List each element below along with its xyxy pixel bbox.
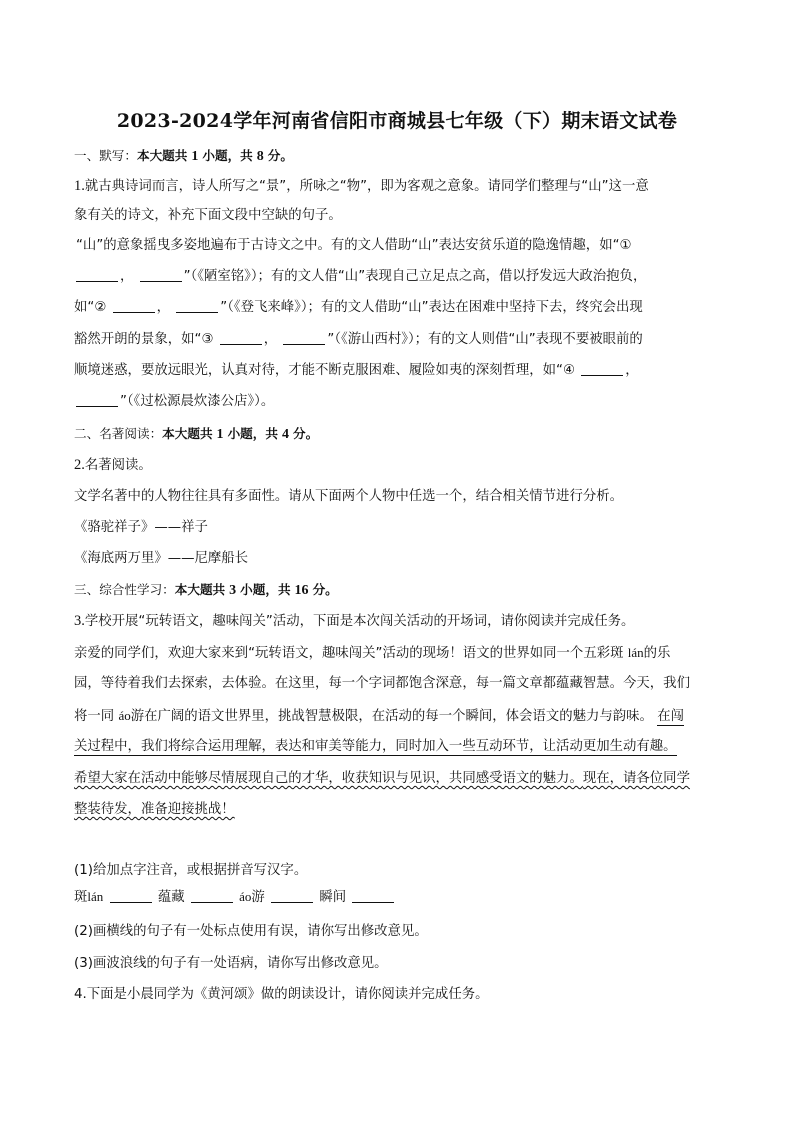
q1-line-7: 顺境迷惑，要放远眼光，认真对待，才能不断克服困难、履险如夷的深刻哲理，如“④ ， bbox=[74, 363, 639, 378]
q3-para-line-4 bbox=[74, 737, 677, 757]
section-2-heading: 二、名著阅读：本大题共 1 小题，共 4 分。 bbox=[74, 426, 319, 442]
q1-line-5: 如“② ， ”（《登飞来峰》）；有的文人借助“山”表达在困难中坚持下去，终究会出现 bbox=[74, 300, 643, 315]
q1-line-2: 象有关的诗文，补充下面文段中空缺的句子。 bbox=[74, 208, 342, 223]
answer-blank[interactable] bbox=[283, 330, 325, 345]
q3-para-line-3: 将一同 áo游在广阔的语文世界里，挑战智慧极限，在活动的每一个瞬间，体会语文的魅力与韵味。 在闯 bbox=[74, 708, 684, 724]
q2-line-1: 2.名著阅读。 bbox=[74, 457, 152, 473]
q3-sub-1: (1)给加点字注音，或根据拼音写汉字。 bbox=[74, 863, 308, 878]
q1-line-4: ， ”（《陋室铭》）；有的文人借“山”表现自己立足点之高，借以抒发远大政治抱负， bbox=[74, 267, 646, 287]
q2-line-3: 《骆驼祥子》——祥子 bbox=[74, 520, 208, 535]
q3-para-line-2: 园，等待着我们去探索，去体验。在这里，每一个字词都饱含深意，每一篇文章都蕴藏智慧。今天，我们 bbox=[74, 676, 690, 691]
q3-sub-3: (3)画波浪线的句子有一处语病，请你写出修改意见。 bbox=[74, 956, 388, 971]
answer-blank[interactable] bbox=[191, 888, 233, 903]
answer-blank[interactable] bbox=[352, 888, 394, 903]
q2-line-4: 《海底两万里》——尼摩船长 bbox=[74, 551, 249, 566]
q1-line-1: 1.就古典诗词而言，诗人所写之“景”，所咏之“物”，即为客观之意象。请同学们整理与“山”这一意 bbox=[74, 178, 649, 194]
answer-blank[interactable] bbox=[140, 267, 182, 282]
wavy-sentence: 希望大家在活动中能够尽情展现自己的才华，收获知识与见识，共同感受语文的魅力。 bbox=[74, 771, 583, 786]
answer-blank[interactable] bbox=[271, 888, 313, 903]
q1-line-3: “山”的意象摇曳多姿地遍布于古诗文之中。有的文人借助“山”表达安贫乐道的隐逸情趣，如“① bbox=[76, 238, 632, 253]
answer-blank[interactable] bbox=[113, 298, 155, 313]
q2-line-2: 文学名著中的人物往往具有多面性。请从下面两个人物中任选一个，结合相关情节进行分析。 bbox=[74, 489, 624, 504]
answer-blank[interactable] bbox=[176, 298, 218, 313]
answer-blank[interactable] bbox=[110, 888, 152, 903]
q3-para-line-1: 亲爱的同学们，欢迎大家来到“玩转语文，趣味闯关”活动的现场！语文的世界如同一个五彩斑 lán的乐 bbox=[74, 645, 671, 661]
answer-blank[interactable] bbox=[76, 392, 118, 407]
underlined-sentence: 在闯 bbox=[657, 709, 684, 724]
underlined-sentence: 关过程中，我们将综合运用理解，表达和审美等能力，同时加入一些互动环节，让活动更加生动有趣。 bbox=[74, 739, 677, 754]
q3-para-line-5: 希望大家在活动中能够尽情展现自己的才华，收获知识与见识，共同感受语文的魅力。现在，请各位同学 bbox=[74, 771, 690, 786]
answer-blank[interactable] bbox=[220, 330, 262, 345]
q3-sub-1-blanks: 斑lán 蕴藏 áo游 瞬间 bbox=[74, 887, 396, 908]
section-3-heading: 三、综合性学习：本大题共 3 小题，共 16 分。 bbox=[74, 582, 338, 598]
page-title: 2023-2024学年河南省信阳市商城县七年级（下）期末语文试卷 bbox=[116, 110, 678, 132]
section-1-heading: 一、默写：本大题共 1 小题，共 8 分。 bbox=[74, 148, 293, 164]
q1-line-6: 豁然开朗的景象，如“③ ， ”（《游山西村》）；有的文人则借“山”表现不要被眼前的 bbox=[74, 332, 643, 347]
q3-line-1: 3.学校开展“玩转语文，趣味闯关”活动，下面是本次闯关活动的开场词，请你阅读并完成任务。 bbox=[74, 613, 635, 629]
q3-sub-2: (2)画横线的句子有一处标点使用有误，请你写出修改意见。 bbox=[74, 924, 428, 939]
answer-blank[interactable] bbox=[76, 267, 118, 282]
q3-para-line-6: 整装待发，准备迎接挑战！ bbox=[74, 802, 235, 817]
answer-blank[interactable] bbox=[581, 361, 623, 376]
q1-line-8: ”（《过松源晨炊漆公店》）。 bbox=[74, 392, 274, 412]
q4-line-1: 4.下面是小晨同学为《黄河颂》做的朗读设计，请你阅读并完成任务。 bbox=[74, 987, 489, 1002]
